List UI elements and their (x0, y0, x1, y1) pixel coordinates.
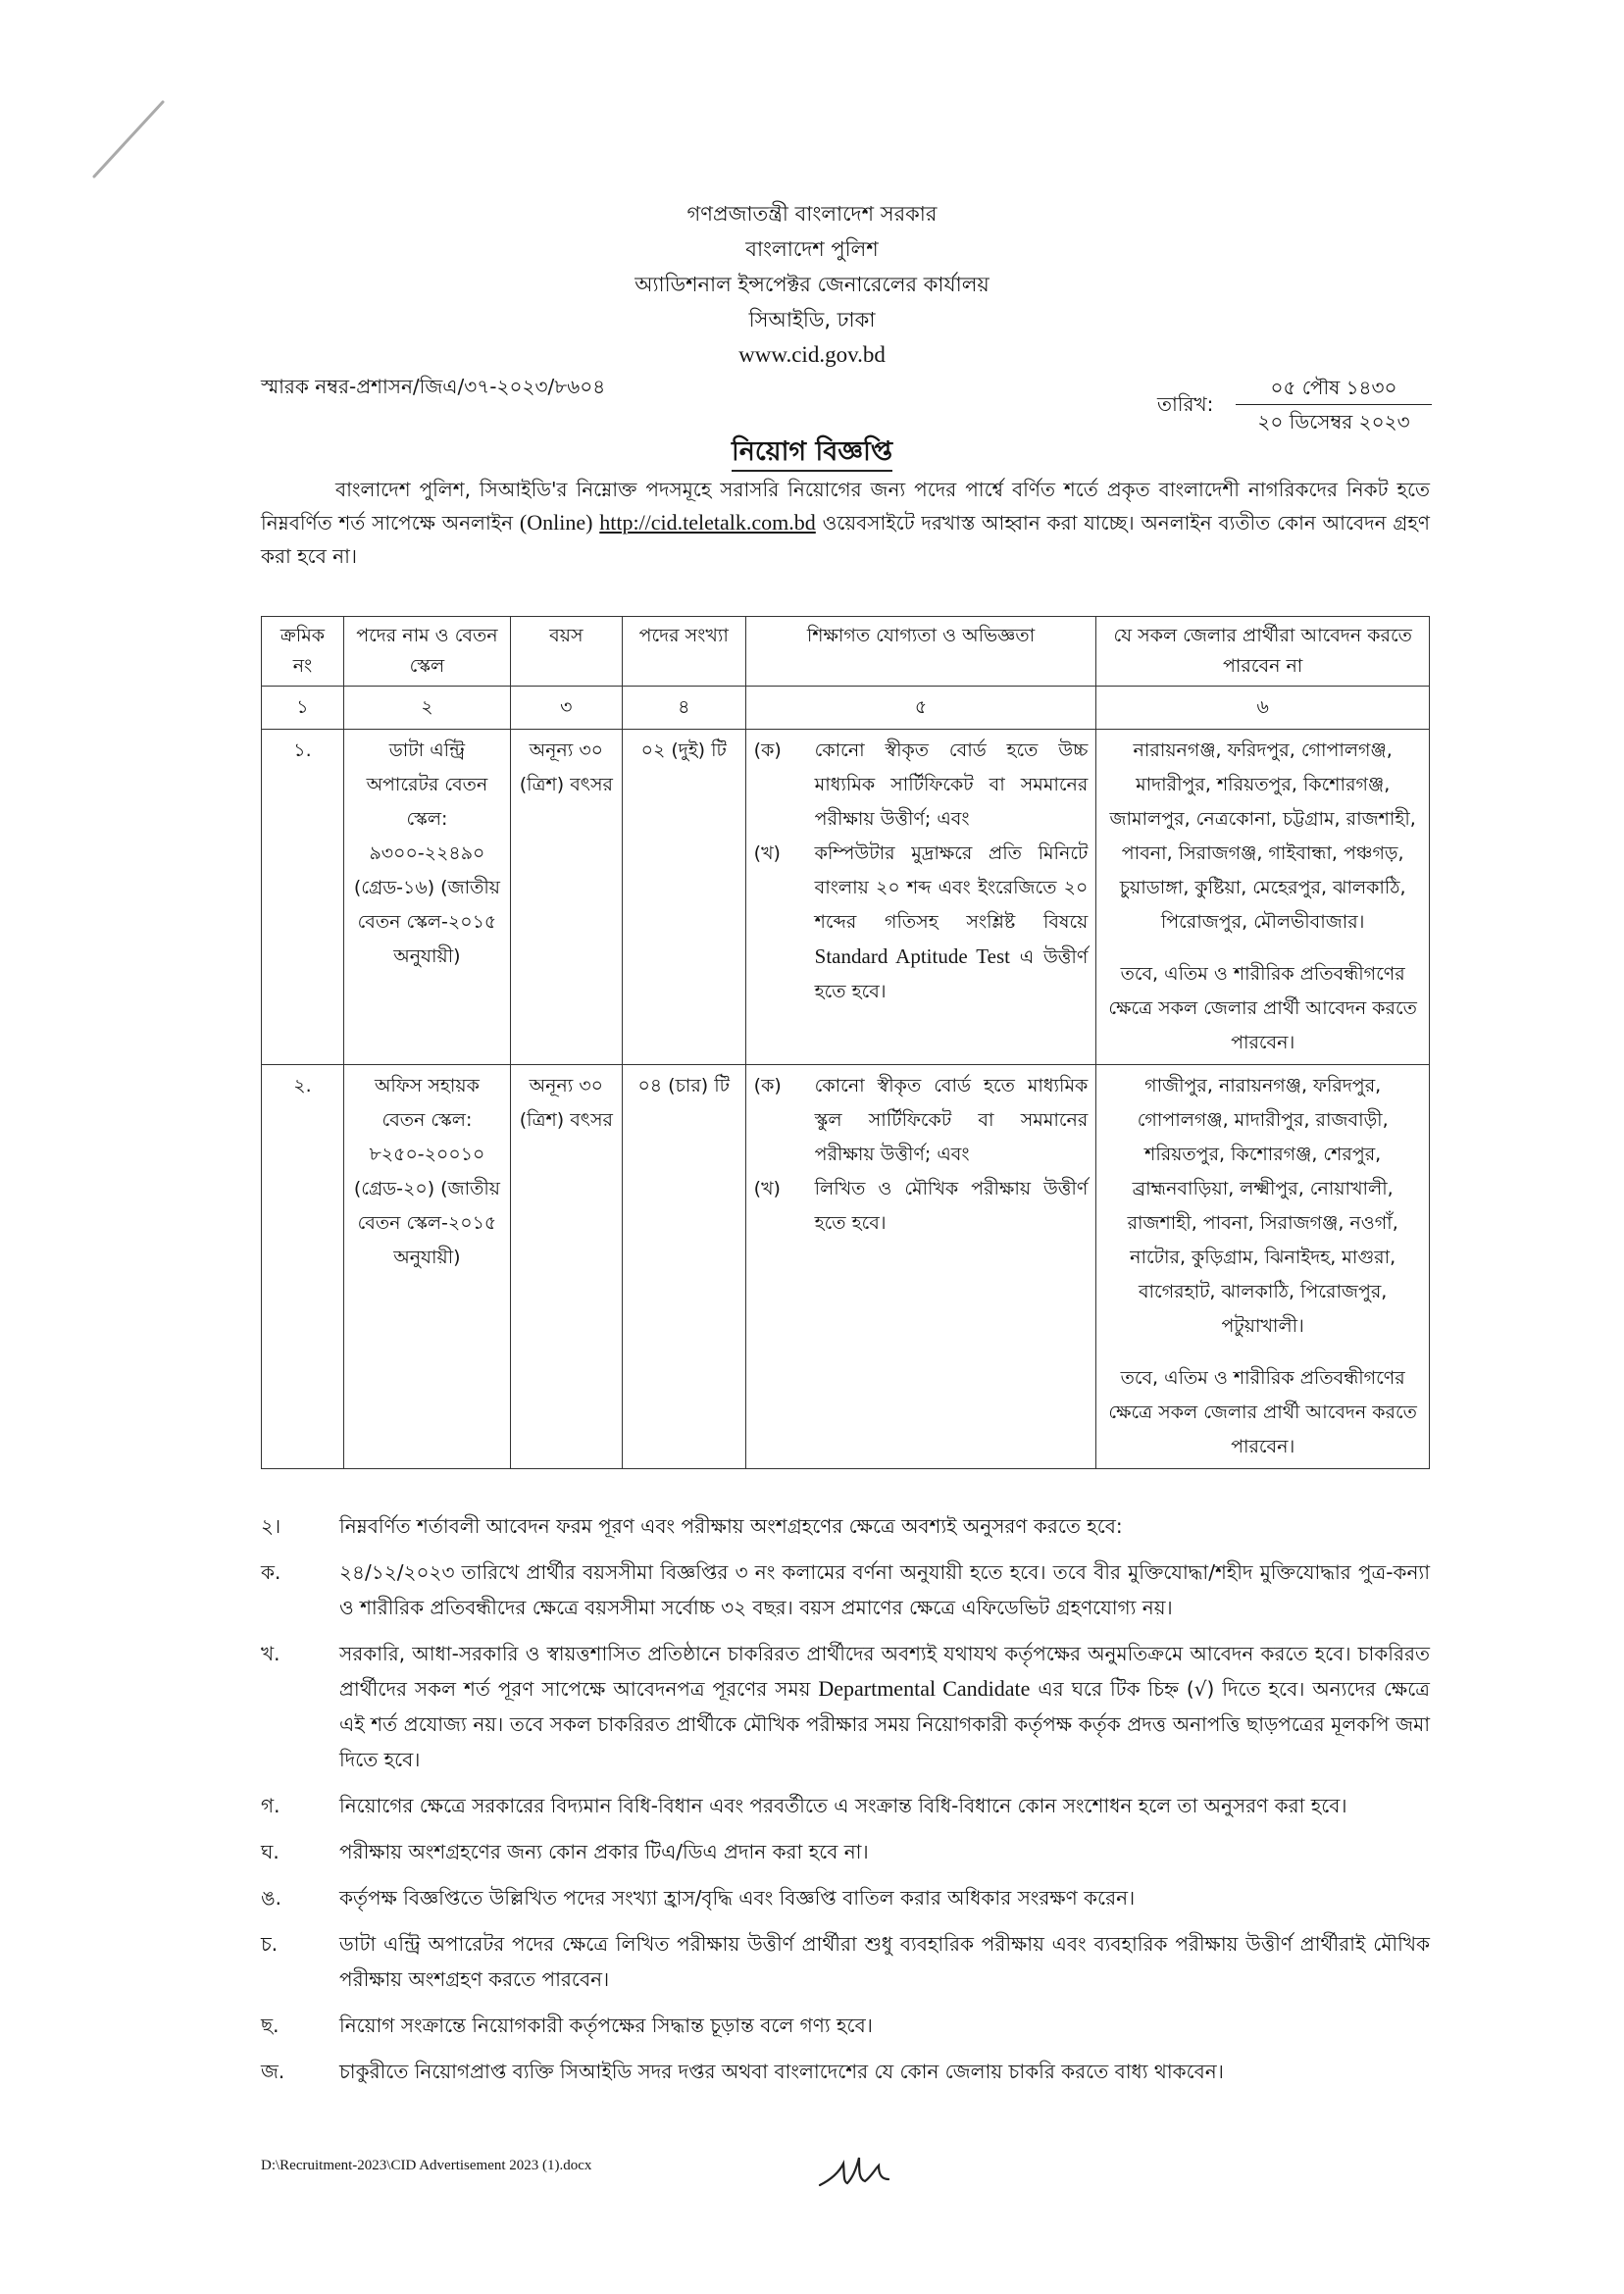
notice-title: নিয়োগ বিজ্ঞপ্তি (0, 432, 1624, 476)
row-age: অনূন্য ৩০ (ত্রিশ) বৎসর (510, 1065, 622, 1469)
table-row (262, 1065, 1430, 1469)
govt-name: গণপ্রজাতন্ত্রী বাংলাদেশ সরকার (686, 202, 938, 226)
row-count: ০২ (দুই) টি (622, 730, 745, 1065)
col-number: ৩ (510, 687, 622, 730)
header-post: পদের নাম ও বেতন স্কেল (343, 617, 510, 687)
condition-item: ২। নিম্নবর্ণিত শর্তাবলী আবেদন ফরম পূরণ এবং পরীক্ষায় অংশগ্রহণের ক্ষেত্রে অবশ্যই অনুসরণ করতে হবে: (261, 1514, 1123, 1538)
letterhead (0, 196, 1624, 373)
col-number: ৪ (622, 687, 745, 730)
application-link[interactable]: http://cid.teletalk.com.bd (599, 510, 816, 535)
date-label: তারিখ: (1157, 392, 1214, 416)
office-name: অ্যাডিশনাল ইন্সপেক্টর জেনারেলের কার্যালয় (634, 273, 990, 296)
posts-table (261, 616, 1430, 1469)
row-districts: গাজীপুর, নারায়নগঞ্জ, ফরিদপুর, গোপালগঞ্জ, মাদারীপুর, রাজবাড়ী, শরিয়তপুর, কিশোরগঞ্জ, শেরপুর, ব্রাহ্মনবাড়িয়া, লক্ষ্মীপুর, নোয়াখালী, রাজশাহী, পাবনা, সিরাজগঞ্জ, নওগাঁ, নাটোর, কুড়িগ্রাম, ঝিনাইদহ, মাগুরা, বাগেরহাট, ঝালকাঠি, পিরোজপুর, পটুয়াখালী। তবে, এতিম ও শারীরিক প্রতিবন্ধীগণের ক্ষেত্রে সকল জেলার প্রার্থী আবেদন করতে পারবেন। (1096, 1065, 1430, 1469)
row-post: অফিস সহায়ক বেতন স্কেল: ৮২৫০-২০০১০ (গ্রেড-২০) (জাতীয় বেতন স্কেল-২০১৫ অনুযায়ী) (343, 1065, 510, 1469)
col-number: ৬ (1096, 687, 1430, 730)
pen-mark (86, 96, 175, 184)
table-header-row (262, 617, 1430, 687)
condition-item: ঙ. কর্তৃপক্ষ বিজ্ঞপ্তিতে উল্লিখিত পদের সংখ্যা হ্রাস/বৃদ্ধি এবং বিজ্ঞপ্তি বাতিল করার অধিকার সংরক্ষণ করেন। (261, 1886, 1136, 1910)
memo-number: স্মারক নম্বর-প্রশাসন/জিএ/৩৭-২০২৩/৮৬০৪ (261, 375, 606, 398)
file-path: D:\Recruitment-2023\CID Advertisement 2023 (1).docx (261, 2158, 592, 2173)
row-serial: ২. (262, 1065, 344, 1469)
row-qualification: (ক) কোনো স্বীকৃত বোর্ড হতে উচ্চ মাধ্যমিক সার্টিফিকেট বা সমমানের পরীক্ষায় উত্তীর্ণ; এবং (খ) কম্পিউটার মুদ্রাক্ষরে প্রতি মিনিটে বাংলায় ২০ শব্দ এবং ইংরেজিতে ২০ শব্দের গতিসহ সংশ্লিষ্ট বিষয়ে Standard Aptitude Test এ উত্তীর্ণ হতে হবে। (745, 730, 1096, 1065)
intro-online: (Online) (519, 510, 593, 535)
header-serial: ক্রমিক নং (262, 617, 344, 687)
row-count: ০৪ (চার) টি (622, 1065, 745, 1469)
col-number: ১ (262, 687, 344, 730)
signature-initial (814, 2146, 902, 2195)
row-serial: ১. (262, 730, 344, 1065)
dept-name: বাংলাদেশ পুলিশ (745, 237, 879, 261)
header-districts: যে সকল জেলার প্রার্থীরা আবেদন করতে পারবেন না (1096, 617, 1430, 687)
header-age: বয়স (510, 617, 622, 687)
col-number: ৫ (745, 687, 1096, 730)
header-qualification: শিক্ষাগত যোগ্যতা ও অভিজ্ঞতা (745, 617, 1096, 687)
website: www.cid.gov.bd (738, 342, 886, 367)
date-bangla: ০৫ পৌষ ১৪৩০ (1236, 371, 1432, 405)
row-post: ডাটা এন্ট্রি অপারেটর বেতন স্কেল: ৯৩০০-২২৪৯০ (গ্রেড-১৬) (জাতীয় বেতন স্কেল-২০১৫ অনুযায়ী) (343, 730, 510, 1065)
condition-item: খ. সরকারি, আধা-সরকারি ও স্বায়ত্তশাসিত প্রতিষ্ঠানে চাকরিরত প্রার্থীদের অবশ্যই যথাযথ কর্তৃপক্ষের অনুমতিক্রমে আবেদন করতে হবে। চাকরিরত প্রার্থীদের সকল শর্ত পূরণ সাপেক্ষে আবেদনপত্র পূরণের সময় Departmental Candidate এর ঘরে টিক চিহ্ন (√) দিতে হবে। অন্যদের ক্ষেত্রে এই শর্ত প্রযোজ্য নয়। তবে সকল চাকরিরত প্রার্থীকে মৌখিক পরীক্ষার সময় নিয়োগকারী কর্তৃপক্ষ কর্তৃক প্রদত্ত অনাপত্তি ছাড়পত্রের মূলকপি জমা দিতে হবে। (261, 1642, 1430, 1771)
header-count: পদের সংখ্যা (622, 617, 745, 687)
condition-item: ক. ২৪/১২/২০২৩ তারিখে প্রার্থীর বয়সসীমা বিজ্ঞপ্তির ৩ নং কলামের বর্ণনা অনুযায়ী হতে হবে। তবে বীর মুক্তিযোদ্ধা/শহীদ মুক্তিযোদ্ধার পুত্র-কন্যা ও শারীরিক প্রতিবন্ধীদের ক্ষেত্রে বয়সসীমা সর্বোচ্চ ৩২ বছর। বয়স প্রমাণের ক্ষেত্রে এফিডেভিট গ্রহণযোগ্য নয়। (261, 1560, 1430, 1619)
column-number-row (262, 687, 1430, 730)
intro-paragraph: বাংলাদেশ পুলিশ, সিআইডি'র নিম্নোক্ত পদসমূহে সরাসরি নিয়োগের জন্য পদের পার্শ্বে বর্ণিত শর্তে প্রকৃত বাংলাদেশী নাগরিকদের নিকট হতে নিম্নবর্ণিত শর্ত সাপেক্ষে অনলাইন (Online) http://cid.teletalk.com.bd ওয়েবসাইটে দরখাস্ত আহ্বান করা যাচ্ছে। অনলাইন ব্যতীত কোন আবেদন গ্রহণ করা হবে না। (261, 478, 1430, 568)
condition-item: চ. ডাটা এন্ট্রি অপারেটর পদের ক্ষেত্রে লিখিত পরীক্ষায় উত্তীর্ণ প্রার্থীরা শুধু ব্যবহারিক পরীক্ষায় এবং ব্যবহারিক পরীক্ষায় উত্তীর্ণ প্রার্থীরাই মৌখিক পরীক্ষায় অংশগ্রহণ করতে পারবেন। (261, 1932, 1430, 1991)
row-age: অনূন্য ৩০ (ত্রিশ) বৎসর (510, 730, 622, 1065)
condition-item: ঘ. পরীক্ষায় অংশগ্রহণের জন্য কোন প্রকার টিএ/ডিএ প্রদান করা হবে না। (261, 1840, 869, 1863)
conditions-list (261, 1508, 1430, 2100)
condition-item: জ. চাকুরীতে নিয়োগপ্রাপ্ত ব্যক্তি সিআইডি সদর দপ্তর অথবা বাংলাদেশের যে কোন জেলায় চাকরি করতে বাধ্য থাকবেন। (261, 2060, 1224, 2083)
date-gregorian: ২০ ডিসেম্বর ২০২৩ (1257, 410, 1410, 433)
table-row (262, 730, 1430, 1065)
condition-item: গ. নিয়োগের ক্ষেত্রে সরকারের বিদ্যমান বিধি-বিধান এবং পরবর্তীতে এ সংক্রান্ত বিধি-বিধানে কোন সংশোধন হলে তা অনুসরণ করা হবে। (261, 1794, 1347, 1817)
row-districts: নারায়নগঞ্জ, ফরিদপুর, গোপালগঞ্জ, মাদারীপুর, শরিয়তপুর, কিশোরগঞ্জ, জামালপুর, নেত্রকোনা, চট্টগ্রাম, রাজশাহী, পাবনা, সিরাজগঞ্জ, গাইবান্ধা, পঞ্চগড়, চুয়াডাঙ্গা, কুষ্টিয়া, মেহেরপুর, ঝালকাঠি, পিরোজপুর, মৌলভীবাজার। তবে, এতিম ও শারীরিক প্রতিবন্ধীগণের ক্ষেত্রে সকল জেলার প্রার্থী আবেদন করতে পারবেন। (1096, 730, 1430, 1065)
col-number: ২ (343, 687, 510, 730)
office-location: সিআইডি, ঢাকা (748, 308, 876, 331)
row-qualification: (ক) কোনো স্বীকৃত বোর্ড হতে মাধ্যমিক স্কুল সার্টিফিকেট বা সমমানের পরীক্ষায় উত্তীর্ণ; এবং (খ) লিখিত ও মৌখিক পরীক্ষায় উত্তীর্ণ হতে হবে। (745, 1065, 1096, 1469)
condition-item: ছ. নিয়োগ সংক্রান্তে নিয়োগকারী কর্তৃপক্ষের সিদ্ধান্ত চূড়ান্ত বলে গণ্য হবে। (261, 2014, 873, 2037)
